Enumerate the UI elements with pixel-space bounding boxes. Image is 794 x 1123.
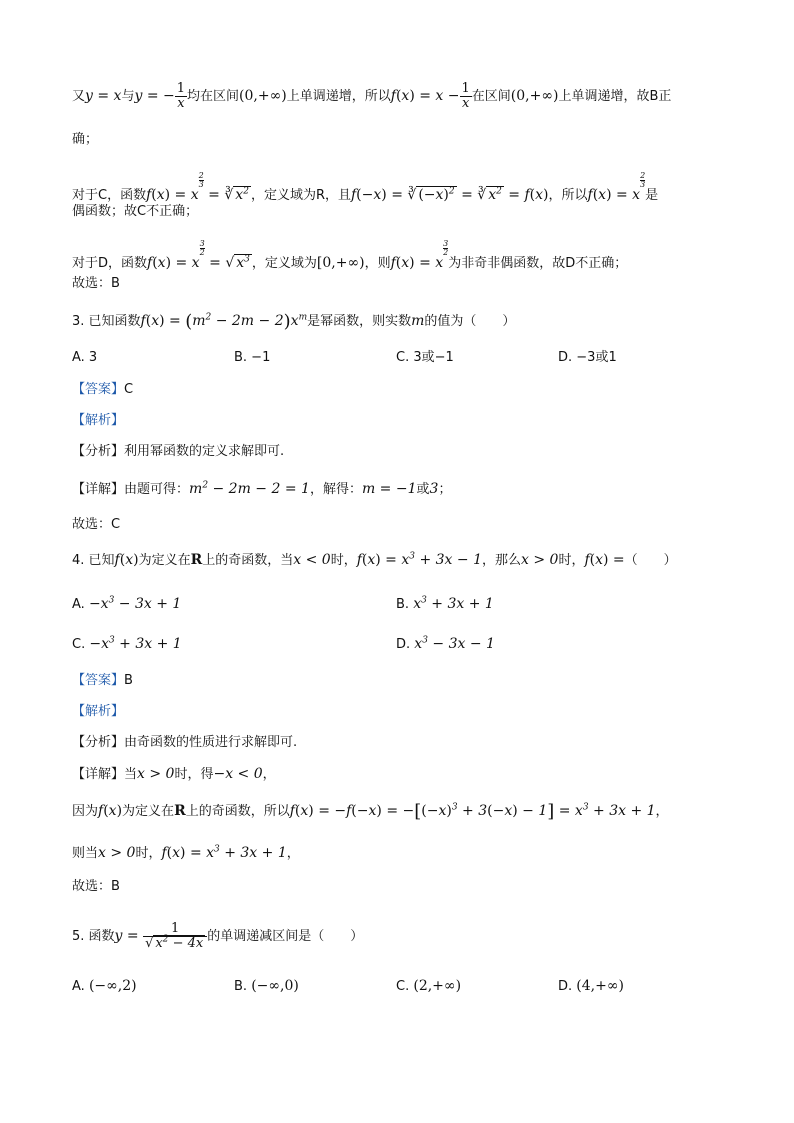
formula: $m^2 - 2m - 2 = 1$ (189, 480, 310, 497)
interval: (0,+∞) (510, 88, 559, 104)
text: 因为 (72, 804, 99, 819)
q4-because (72, 801, 669, 822)
text: 是 (645, 188, 659, 203)
text: ，则 (364, 256, 391, 271)
formula: x > 0 (521, 552, 559, 568)
formula: f(x) (98, 803, 123, 819)
q4-option-d (396, 634, 495, 655)
q4-choose (72, 877, 120, 897)
text: 故选：B (72, 276, 120, 291)
text: D. −3或1 (558, 350, 617, 365)
text: 与 (121, 89, 135, 104)
text: 时，得 (174, 767, 214, 782)
q4-option-a (72, 594, 181, 615)
q5-option-b (234, 976, 299, 997)
text: 3. 已知函数 (72, 314, 141, 329)
analysis-label: 【解析】 (72, 413, 125, 428)
text: A. 3 (72, 350, 98, 365)
xiangjie-label: 【详解】 (72, 482, 125, 497)
text: 4. 已知 (72, 553, 115, 568)
formula: f(−x) = ∛ $(-x)^2$ = ∛ $x^2 = f(x)$ (350, 186, 549, 203)
formula: m (411, 313, 425, 329)
text: 对于C，函数 (72, 188, 147, 203)
text: ； (438, 482, 452, 497)
formula: $f(x) = x\frac{3}{2}$ = √ $x^3$ (147, 239, 250, 271)
q4-option-b (396, 594, 494, 615)
text: 利用幂函数的定义求解即可. (124, 444, 285, 459)
formula: R (174, 803, 186, 819)
fenxi-label: 【分析】 (72, 735, 125, 750)
text: ，定义域为 (251, 256, 317, 271)
formula: $-x^3 - 3x + 1$ (88, 595, 182, 612)
text: ，那么 (481, 553, 521, 568)
q4-xiangjie (72, 764, 276, 785)
text: 对于D，函数 (72, 256, 148, 271)
formula: R (190, 552, 203, 568)
q4-answer (72, 671, 133, 691)
option-letter: A. (72, 597, 85, 612)
q3-choose (72, 515, 120, 535)
text: 则当 (72, 846, 99, 861)
formula: y = (114, 928, 144, 944)
formula: (4,+∞) (576, 978, 624, 994)
q3-fenxi (72, 442, 284, 462)
text: 当 (124, 767, 138, 782)
q3-option-a (72, 348, 97, 368)
formula: (−∞,0) (251, 978, 299, 994)
formula: (−∞,2) (88, 978, 137, 994)
q4-option-c (72, 634, 182, 655)
question-3-stem (72, 311, 515, 332)
formula: x > 0 (98, 845, 136, 861)
text: 是幂函数，则实数 (307, 314, 412, 329)
solution-line-5 (72, 240, 627, 274)
q5-option-c (396, 976, 461, 997)
formula: $f(x) = x^3 + 3x + 1$ (161, 844, 287, 861)
answer-label: 【答案】 (72, 673, 125, 688)
text: 偶函数；故C不正确； (72, 204, 199, 219)
answer-value: B (124, 673, 133, 688)
text: ， (286, 846, 300, 861)
solution-line-3 (72, 172, 658, 206)
xiangjie-label: 【详解】 (72, 767, 125, 782)
solution-line-1 (72, 82, 671, 111)
q3-analysis-heading (72, 411, 124, 431)
q4-then (72, 843, 300, 864)
text: 5. 函数 (72, 929, 115, 944)
option-letter: B. (396, 597, 410, 612)
formula: f(x) = (584, 552, 625, 568)
option-letter: C. (396, 979, 410, 994)
fraction: $\frac{1}{x}$ (176, 81, 186, 111)
text: 故选：C (72, 517, 121, 532)
text: 均在区间 (187, 89, 240, 104)
text: B. −1 (234, 350, 271, 365)
option-letter: A. (72, 979, 85, 994)
solution-line-6 (72, 274, 120, 294)
q4-analysis-heading (72, 702, 124, 722)
text: ， (655, 804, 669, 819)
interval: [0,+∞) (316, 255, 365, 271)
q3-xiangjie (72, 479, 451, 500)
answer-value: C (124, 382, 134, 397)
option-letter: B. (234, 979, 248, 994)
formula: $x^3 + 3x + 1$ (413, 595, 494, 612)
formula: f(x) (114, 552, 139, 568)
formula: −x < 0 (213, 766, 263, 782)
text: ，定义域为R，且 (250, 188, 351, 203)
formula: (2,+∞) (413, 978, 462, 994)
text: 故选：B (72, 879, 120, 894)
q3-option-d (558, 348, 617, 368)
analysis-label: 【解析】 (72, 704, 125, 719)
solution-line-4 (72, 202, 198, 222)
q3-option-b (234, 348, 270, 368)
formula: $f(x) = -f(-x) = -[(-x)^3 + 3(-x) - 1] = x^3 + 3x + 1$ (289, 801, 656, 822)
fenxi-label: 【分析】 (72, 444, 125, 459)
formula: $f(x) = x\frac{3}{2}$ (390, 239, 449, 271)
solution-line-2 (72, 130, 98, 150)
formula: m = −1或3 (361, 481, 439, 497)
option-letter: D. (396, 637, 411, 652)
text: 时， (558, 553, 585, 568)
text: 时， (330, 553, 357, 568)
q3-option-c (396, 348, 454, 368)
formula: x > 0 (137, 766, 175, 782)
text: 确； (72, 132, 99, 147)
formula: $f(x) = x\frac{2}{3}$ = ∛ $x^2$ (146, 171, 249, 203)
formula: x < 0 (293, 552, 331, 568)
formula: $f(x) = x^3 + 3x - 1$ (356, 551, 482, 568)
formula: $x^3 - 3x - 1$ (414, 635, 495, 652)
formula: $-x^3 + 3x + 1$ (89, 635, 182, 652)
q3-answer (72, 380, 133, 400)
text: 上单调递增，故B正 (558, 89, 672, 104)
text: 由奇函数的性质进行求解即可. (124, 735, 298, 750)
text: 由题可得： (124, 482, 190, 497)
text: 时， (135, 846, 162, 861)
option-letter: C. (72, 637, 86, 652)
option-letter: D. (558, 979, 573, 994)
formula: $f(x) = x\frac{2}{3}$ (587, 171, 646, 203)
text: 在区间 (471, 89, 511, 104)
answer-label: 【答案】 (72, 382, 125, 397)
text: 上的奇函数，所以 (185, 804, 290, 819)
text: ，所以 (548, 188, 588, 203)
text: 为定义在 (138, 553, 191, 568)
formula: y = x (85, 88, 122, 104)
text: ，解得： (309, 482, 362, 497)
fraction: $\frac{1}{x}$ (461, 81, 470, 111)
text: 上单调递增，所以 (286, 89, 391, 104)
q4-fenxi (72, 733, 297, 753)
formula: $f(x) = (m^2 - 2m - 2)x^m$ (140, 311, 308, 332)
text: 又 (72, 89, 86, 104)
text: 的单调递减区间是（ ） (207, 929, 364, 944)
question-4-stem (72, 550, 677, 571)
q5-option-d (558, 976, 624, 997)
text: ， (262, 767, 276, 782)
fraction: $\frac{1}{√ x^2 - 4x}$ (143, 922, 207, 951)
text: 为定义在 (122, 804, 175, 819)
text: （ ） (624, 553, 677, 568)
formula: f(x) = x − (390, 88, 460, 104)
formula: y = − (134, 88, 175, 104)
text: C. 3或−1 (396, 350, 454, 365)
question-5-stem (72, 922, 363, 951)
interval: (0,+∞) (239, 88, 287, 104)
q5-option-a (72, 976, 137, 997)
text: 上的奇函数，当 (202, 553, 294, 568)
text: 为非奇非偶函数，故D不正确； (448, 256, 628, 271)
text: 的值为（ ） (424, 314, 516, 329)
